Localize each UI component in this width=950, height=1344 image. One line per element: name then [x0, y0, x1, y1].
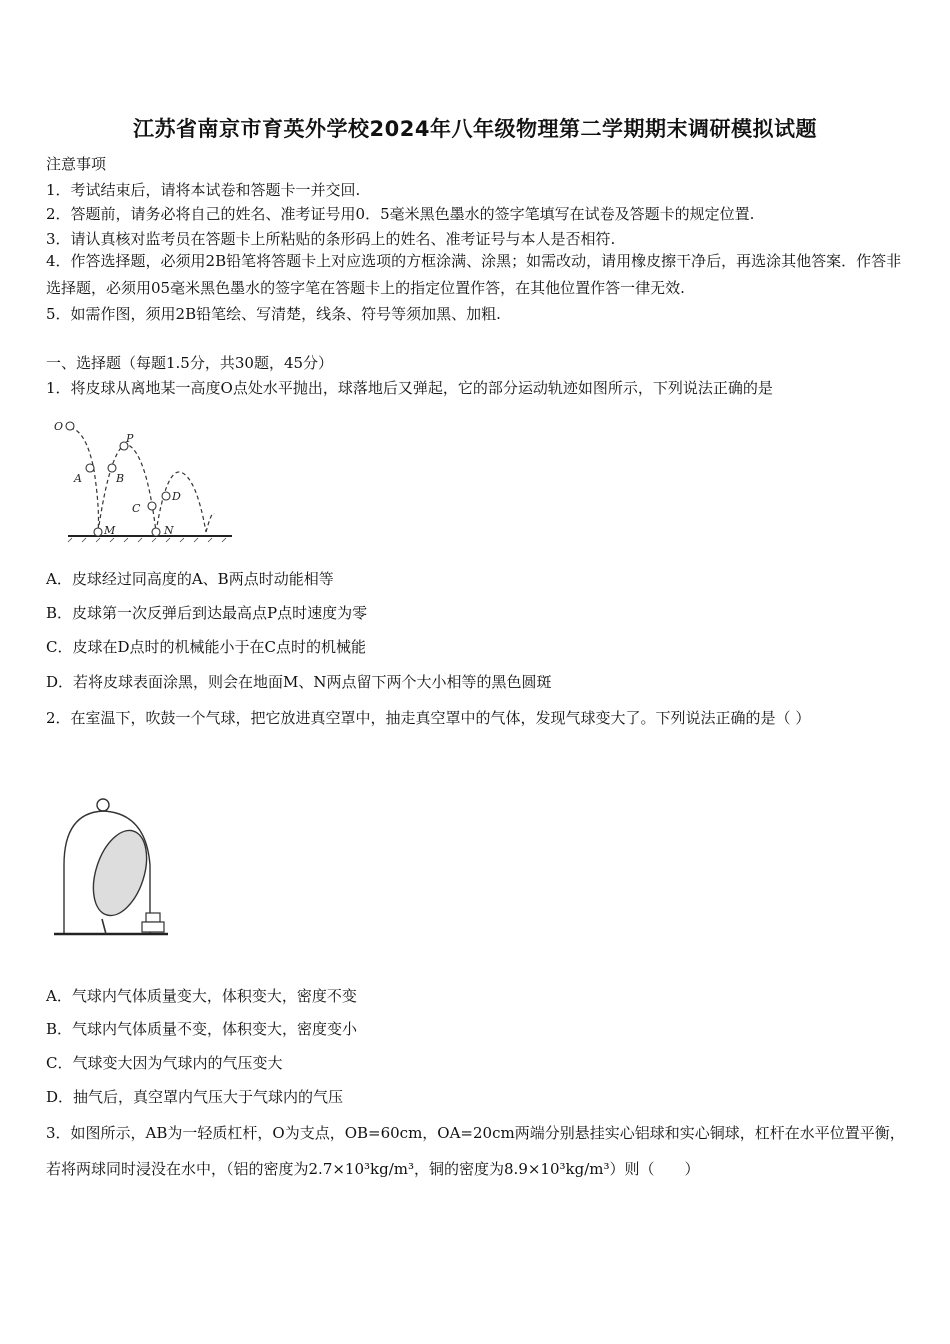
q1-ball-B	[108, 464, 116, 472]
q1-option-a: A．皮球经过同高度的A、B两点时动能相等	[46, 570, 334, 588]
q1-trajectory-arc-2	[98, 444, 156, 532]
q2-valve-base	[142, 922, 164, 932]
q2-balloon	[84, 824, 157, 923]
q1-label-C: C	[132, 502, 141, 515]
q1-ball-D	[162, 492, 170, 500]
q1-label-N: N	[164, 524, 174, 537]
q2-option-b: B．气球内气体质量不变，体积变大，密度变小	[46, 1020, 358, 1038]
q1-trajectory-figure	[46, 410, 246, 546]
q1-label-A: A	[74, 472, 82, 485]
notice-item-2: 2．答题前，请务必将自己的姓名、准考证号用0．5毫米黑色墨水的签字笔填写在试卷及答题卡的规定位置.	[46, 205, 755, 223]
q2-option-d: D．抽气后，真空罩内气压大于气球内的气压	[46, 1088, 344, 1106]
section-heading: 一、选择题（每题1.5分，共30题，45分）	[46, 354, 334, 372]
q1-ball-C	[148, 502, 156, 510]
q3-stem: 3．如图所示，AB为一轻质杠杆，O为支点，OB=60cm，OA=20cm两端分别悬挂实心铝球和实心铜球，杠杆在水平位置平衡，若将两球同时浸没在水中，（铝的密度为2.7×10³kg/m³，铜的密度为8.9×10³kg/m³）则（ ）	[46, 1124, 905, 1178]
q1-option-d: D．若将皮球表面涂黑，则会在地面M、N两点留下两个大小相等的黑色圆斑	[46, 673, 552, 691]
notice-item-3: 3．请认真核对监考员在答题卡上所粘贴的条形码上的姓名、准考证号与本人是否相符.	[46, 230, 616, 248]
q2-stem: 2．在室温下，吹鼓一个气球，把它放进真空罩中，抽走真空罩中的气体，发现气球变大了。下列说法正确的是（ ）	[46, 709, 811, 727]
q2-option-c: C．气球变大因为气球内的气压变大	[46, 1054, 283, 1072]
q1-label-D: D	[172, 490, 181, 503]
q1-trajectory-arc-3	[156, 472, 206, 532]
page-title: 江苏省南京市育英外学校2024年八年级物理第二学期期末调研模拟试题	[133, 117, 817, 141]
q2-balloon-tie	[102, 919, 106, 934]
q1-option-b: B．皮球第一次反弹后到达最高点P点时速度为零	[46, 604, 368, 622]
q1-stem: 1．将皮球从离地某一高度O点处水平抛出，球落地后又弹起，它的部分运动轨迹如图所示，下列说法正确的是	[46, 379, 773, 397]
q1-label-O: O	[54, 420, 64, 433]
notice-item-4: 4．作答选择题，必须用2B铅笔将答题卡上对应选项的方框涂满、涂黑；如需改动，请用橡皮擦干净后，再选涂其他答案．作答非选择题，必须用05毫米黑色墨水的签字笔在答题卡上的指定位置作答，在其他位置作答一律无效.	[46, 252, 902, 297]
q1-ball-M	[94, 528, 102, 536]
q2-bell-jar-figure	[46, 795, 176, 945]
q1-label-P: P	[126, 432, 134, 445]
q1-label-B: B	[116, 472, 125, 485]
q1-option-c: C．皮球在D点时的机械能小于在C点时的机械能	[46, 638, 366, 656]
q1-ball-O	[66, 422, 74, 430]
q1-ball-A	[86, 464, 94, 472]
q2-valve	[146, 913, 160, 922]
q2-jar-knob	[97, 799, 109, 811]
notice-item-5: 5．如需作图，须用2B铅笔绘、写清楚，线条、符号等须加黑、加粗.	[46, 305, 501, 323]
q1-label-M: M	[104, 524, 116, 537]
notice-heading: 注意事项	[46, 155, 107, 173]
q1-ball-N	[152, 528, 160, 536]
q1-trajectory-arc-4	[206, 513, 214, 532]
q2-option-a: A．气球内气体质量变大，体积变大，密度不变	[46, 987, 357, 1005]
notice-item-1: 1．考试结束后，请将本试卷和答题卡一并交回.	[46, 181, 361, 199]
